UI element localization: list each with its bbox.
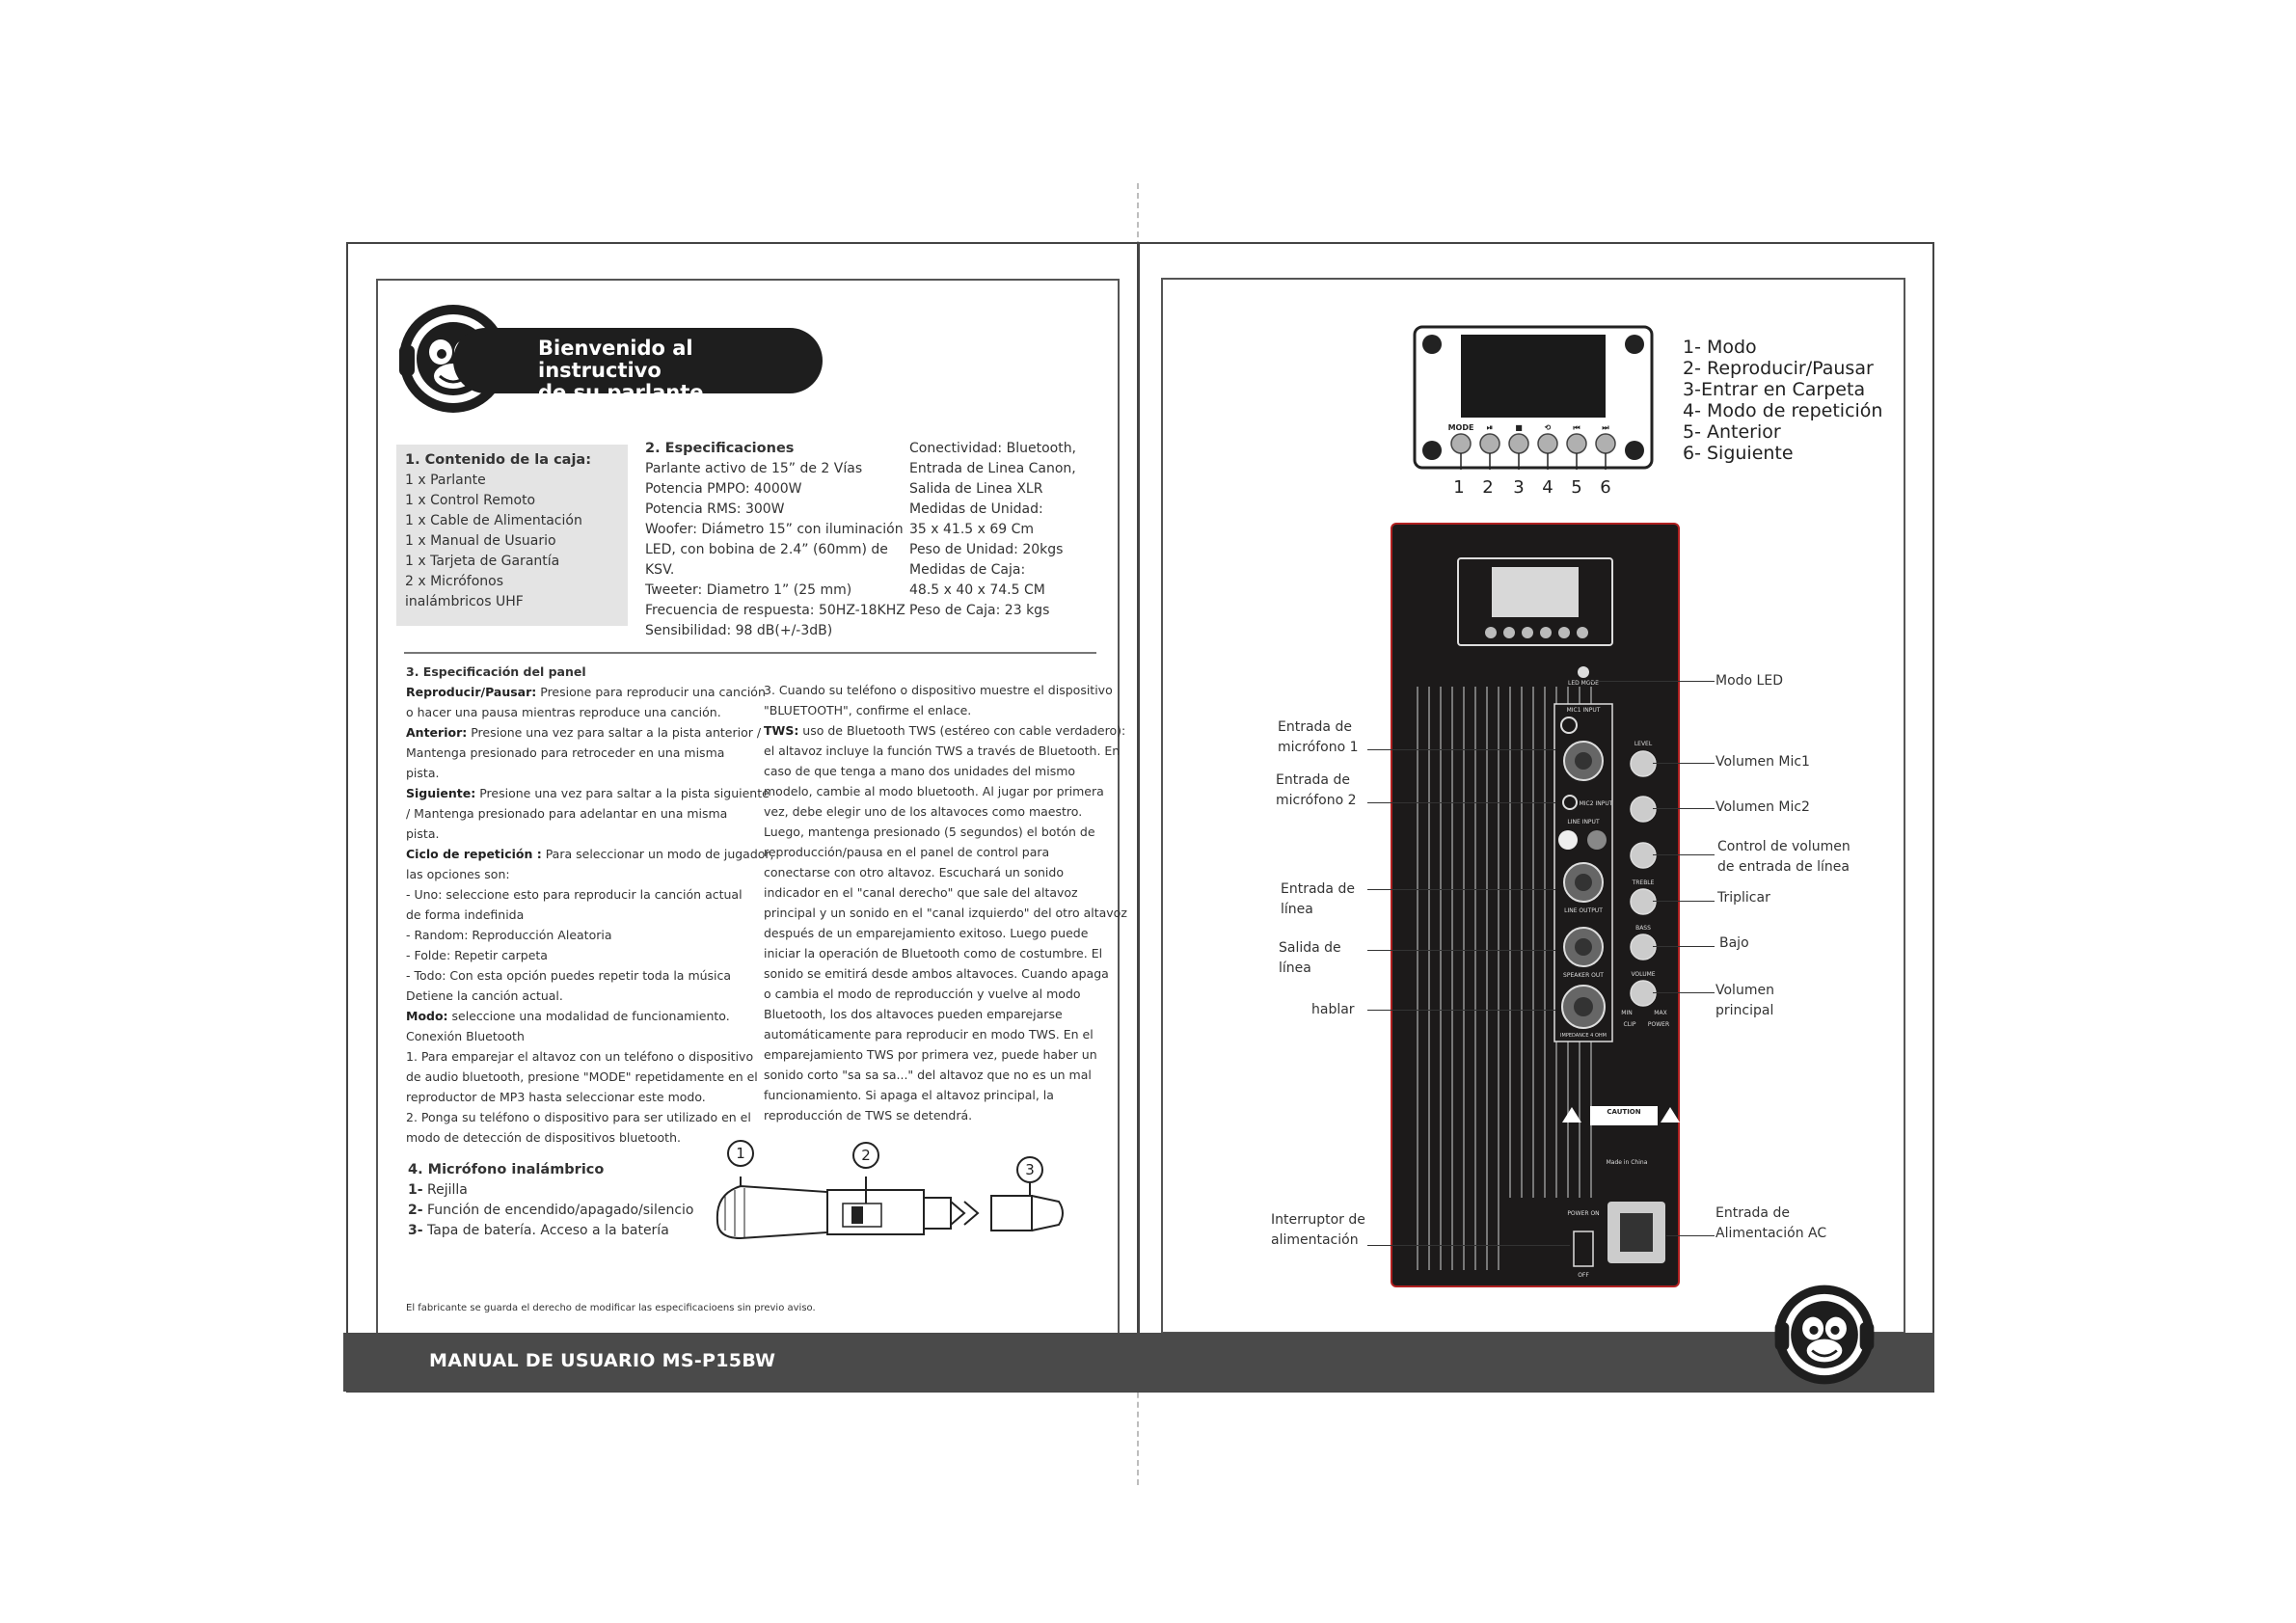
text-line: sonido corto "sa sa sa..." del altavoz que no es un mal [764,1068,1092,1082]
disclaimer: El fabricante se guarda el derecho de modificar las especificacioens sin previo aviso. [406,1303,816,1313]
list-item: 1 x Control Remoto [405,493,536,508]
callout-text: Alimentación AC [1715,1226,1827,1241]
text-line: - Todo: Con esta opción puedes repetir toda la música [406,968,732,983]
spec-line: Entrada de Linea Canon, [909,461,1076,476]
callout-text: Entrada de [1281,881,1355,897]
min-label: MIN [1621,1010,1633,1016]
text-line: caso de que tenga a mano dos unidades del mismo [764,764,1076,778]
callout-text: micrófono 2 [1276,793,1357,808]
footer-bar [343,1333,1934,1392]
player-number-6: 6 [1600,477,1611,498]
level-label: LEVEL [1634,741,1653,747]
text-line: pista. [406,826,440,841]
max-label: MAX [1654,1010,1667,1016]
impedance-label: IMPEDANCE 4 OHM [1560,1033,1607,1039]
mic1-input-label: MIC1 INPUT [1566,707,1601,714]
box-contents-title: 1. Contenido de la caja: [405,452,592,468]
callout-text: micrófono 1 [1278,740,1359,755]
list-item: 3- Tapa de batería. Acceso a la batería [408,1223,669,1238]
text-line: emparejamiento TWS por primera vez, puede haber un [764,1047,1097,1062]
clip-label: CLIP [1623,1021,1636,1028]
legend-item: 6- Siguiente [1683,443,1794,464]
banner-title-line1: Bienvenido al instructivo [538,337,693,382]
callout-text: Volumen Mic2 [1715,799,1810,815]
callout-line [1367,1245,1570,1246]
section-divider [404,652,1096,654]
text-line: Reproducir/Pausar: Presione para reproducir una canción [406,685,766,699]
spec-line: Medidas de Caja: [909,562,1026,578]
list-item: 1 x Cable de Alimentación [405,513,582,528]
callout-power-switch [1271,1210,1365,1251]
callout-text: de entrada de línea [1717,859,1850,875]
callout-text: Bajo [1719,935,1749,951]
text-line: de audio bluetooth, presione "MODE" repetidamente en el [406,1069,758,1084]
text-line: el altavoz incluye la función TWS a través de Bluetooth. En [764,744,1121,758]
callout-text: Volumen Mic1 [1715,754,1810,770]
text-line: 2. Ponga su teléfono o dispositivo para ser utilizado en el [406,1110,751,1124]
legend-item: 3-Entrar en Carpeta [1683,379,1866,400]
text-line: de forma indefinida [406,907,525,922]
callout-speaker-out [1311,1000,1355,1020]
player-number-3: 3 [1513,477,1525,498]
text-line: automáticamente para reproducir en modo TWS. En el [764,1027,1094,1041]
callout-text: hablar [1311,1002,1355,1017]
player-btn-mode-label: MODE [1447,423,1474,432]
callout-mic1-input [1278,717,1359,758]
treble-label: TREBLE [1632,879,1655,886]
legend-item: 1- Modo [1683,337,1757,358]
callout-text: Entrada de [1276,772,1350,788]
made-in-label: Made in China [1606,1159,1648,1166]
text-line: - Random: Reproducción Aleatoria [406,928,612,942]
text-line: o cambia el modo de reproducción y vuelve al modo [764,987,1081,1001]
power-led-label: POWER [1647,1021,1670,1028]
spec-line: 35 x 41.5 x 69 Cm [909,522,1035,537]
callout-treble [1717,888,1770,908]
text-line: vez, debe elegir uno de los altavoces como maestro. [764,804,1083,819]
rear-panel-diagram [1391,523,1680,1287]
banner-title-line2: de su parlante [538,381,704,404]
player-btn-repeat-label: ⟲ [1544,423,1552,432]
list-item: 1- Rejilla [408,1182,468,1198]
panel-spec-title: 3. Especificación del panel [406,664,586,679]
callout-line [1653,854,1715,855]
welcome-banner [453,328,823,404]
spec-line: Tweeter: Diametro 1” (25 mm) [645,582,852,598]
text-line: - Folde: Repetir carpeta [406,948,548,962]
spec-line: Peso de Unidad: 20kgs [909,542,1064,557]
callout-line [1367,749,1555,750]
callout-line [1589,681,1715,682]
callout-line [1367,950,1555,951]
spec-line: Parlante activo de 15” de 2 Vías [645,461,863,476]
list-item: 1 x Parlante [405,473,486,488]
specs-title: 2. Especificaciones [645,441,795,456]
callout-text: Volumen [1715,983,1774,998]
text-line: Mantenga presionado para retroceder en una misma [406,745,725,760]
list-item: 1 x Tarjeta de Garantía [405,554,560,569]
list-item: 2 x Micrófonos [405,574,503,589]
callout-text: Interruptor de [1271,1212,1365,1228]
spec-line: Conectividad: Bluetooth, [909,441,1077,456]
microphone-illustration [712,1138,1078,1263]
monkey-logo-small-icon [1770,1282,1878,1388]
list-item: inalámbricos UHF [405,594,524,609]
text-line: después de un emparejamiento exitoso. Luego puede [764,926,1089,940]
callout-led-mode [1715,671,1783,691]
callout-line [1367,1010,1555,1011]
spec-line: 48.5 x 40 x 74.5 CM [909,582,1045,598]
spec-line: Medidas de Unidad: [909,501,1043,517]
text-line: Luego, mantenga presionado (5 segundos) el botón de [764,825,1095,839]
player-btn-next-label: ⏭ [1602,423,1609,432]
text-line: TWS: uso de Bluetooth TWS (estéreo con cable verdadero): [764,723,1126,738]
spec-line: KSV. [645,562,675,578]
off-label: OFF [1578,1272,1589,1279]
text-line: - Uno: seleccione esto para reproducir la canción actual [406,887,743,902]
text-line: sonido se emitirá desde ambos altavoces. Cuando apaga [764,966,1109,981]
text-line: o hacer una pausa mientras reproduce una canción. [406,705,721,719]
mp3-player-module [1413,325,1654,500]
power-on-label: POWER ON [1567,1210,1600,1217]
text-line: iniciar la operación de Bluetooth como de costumbre. El [764,946,1103,960]
callout-text: Control de volumen [1717,839,1850,854]
text-line: 1. Para emparejar el altavoz con un teléfono o dispositivo [406,1049,754,1064]
text-line: Ciclo de repetición : Para seleccionar un modo de jugador, [406,847,774,861]
text-line: reproducción de TWS se detendrá. [764,1108,973,1123]
text-line: "BLUETOOTH", confirme el enlace. [764,703,972,717]
callout-text: Salida de [1279,940,1341,956]
spec-line: Peso de Caja: 23 kgs [909,603,1050,618]
panel-spec-left-column [406,682,774,1148]
callout-volume-mic2 [1715,798,1810,818]
list-item: 1 x Manual de Usuario [405,533,556,549]
player-number-1: 1 [1453,477,1465,498]
text-line: 3. Cuando su teléfono o dispositivo muestre el dispositivo [764,683,1113,697]
callout-text: alimentación [1271,1232,1359,1248]
spec-line: Frecuencia de respuesta: 50HZ-18KHZ [645,603,905,618]
list-item: 2- Función de encendido/apagado/silencio [408,1203,694,1218]
spec-line: Potencia PMPO: 4000W [645,481,802,497]
callout-line [1653,992,1715,993]
callout-text: principal [1715,1003,1774,1018]
text-line: Detiene la canción actual. [406,988,563,1003]
line-input-label: LINE INPUT [1567,819,1600,825]
player-btn-prev-label: ⏮ [1573,423,1580,432]
callout-main-volume [1715,981,1774,1021]
callout-bass [1719,933,1749,954]
text-line: modo de detección de dispositivos bluetooth. [406,1130,681,1145]
callout-volume-mic1 [1715,752,1810,772]
text-line: conectarse con otro altavoz. Escuchará un sonido [764,865,1064,879]
led-mode-label: LED MODE [1568,680,1599,687]
callout-text: línea [1281,902,1313,917]
spec-line: Potencia RMS: 300W [645,501,785,517]
text-line: principal y un sonido en el "canal izquierdo" del otro altavoz [764,906,1127,920]
callout-line [1653,901,1715,902]
spec-line: LED, con bobina de 2.4” (60mm) de [645,542,888,557]
callout-line-volume [1717,837,1850,878]
callout-line [1653,763,1715,764]
callout-line [1367,889,1555,890]
legend-item: 4- Modo de repetición [1683,400,1883,421]
text-line: Bluetooth, los dos altavoces pueden emparejarse [764,1007,1063,1021]
callout-ac-input [1715,1204,1826,1244]
player-btn-play-label: ⏯ [1486,423,1494,432]
player-number-2: 2 [1482,477,1494,498]
line-output-label: LINE OUTPUT [1564,907,1603,914]
text-line: Siguiente: Presione una vez para saltar a la pista siguiente [406,786,770,800]
bass-label: BASS [1635,925,1651,932]
volume-label: VOLUME [1631,971,1656,978]
spec-line: Sensibilidad: 98 dB(+/-3dB) [645,623,833,638]
callout-line-input [1281,879,1355,920]
callout-line [1666,1235,1715,1236]
panel-spec-right-column [764,680,1127,1125]
legend-item: 5- Anterior [1683,421,1781,443]
player-legend [1683,337,1882,464]
text-line: pista. [406,766,440,780]
text-line: Modo: seleccione una modalidad de funcionamiento. [406,1009,730,1023]
callout-text: línea [1279,960,1311,976]
text-line: Conexión Bluetooth [406,1029,525,1043]
marker-1-label: 1 [736,1145,745,1162]
box-contents-list [405,471,582,612]
callout-text: Triplicar [1717,890,1770,906]
mic-section-title: 4. Micrófono inalámbrico [408,1162,605,1177]
mic2-input-label: MIC2 INPUT [1579,800,1613,807]
callout-text: Modo LED [1715,673,1783,689]
speaker-out-label: SPEAKER OUT [1563,972,1604,979]
marker-3-label: 3 [1025,1161,1035,1178]
spec-line: Woofer: Diámetro 15” con iluminación [645,522,904,537]
callout-line [1653,946,1715,947]
callout-line-output [1279,938,1341,979]
text-line: modelo, cambie al modo bluetooth. Al jugar por primera [764,784,1104,798]
callout-line [1653,808,1715,809]
player-number-5: 5 [1571,477,1582,498]
text-line: Anterior: Presione una vez para saltar a la pista anterior / [406,725,762,740]
text-line: funcionamiento. Si apaga el altavoz principal, la [764,1088,1054,1102]
text-line: reproducción/pausa en el panel de control para [764,845,1050,859]
text-line: indicador en el "canal derecho" que sale del altavoz [764,885,1078,900]
player-number-4: 4 [1542,477,1553,498]
marker-2-label: 2 [861,1147,871,1164]
specs-column-1 [645,459,905,641]
callout-text: Entrada de [1715,1205,1790,1221]
callout-mic2-input [1276,771,1357,811]
specs-column-2 [909,439,1076,621]
text-line: reproductor de MP3 hasta seleccionar este modo. [406,1090,706,1104]
footer-title: MANUAL DE USUARIO MS-P15BW [429,1350,776,1371]
spec-line: Salida de Linea XLR [909,481,1043,497]
text-line: / Mantenga presionado para adelantar en una misma [406,806,728,821]
mic-parts-list [408,1180,693,1241]
text-line: las opciones son: [406,867,510,881]
callout-line [1367,802,1555,803]
player-btn-folder-label: ■ [1515,423,1523,432]
callout-text: Entrada de [1278,719,1352,735]
caution-label: CAUTION [1607,1108,1641,1116]
legend-item: 2- Reproducir/Pausar [1683,358,1874,379]
